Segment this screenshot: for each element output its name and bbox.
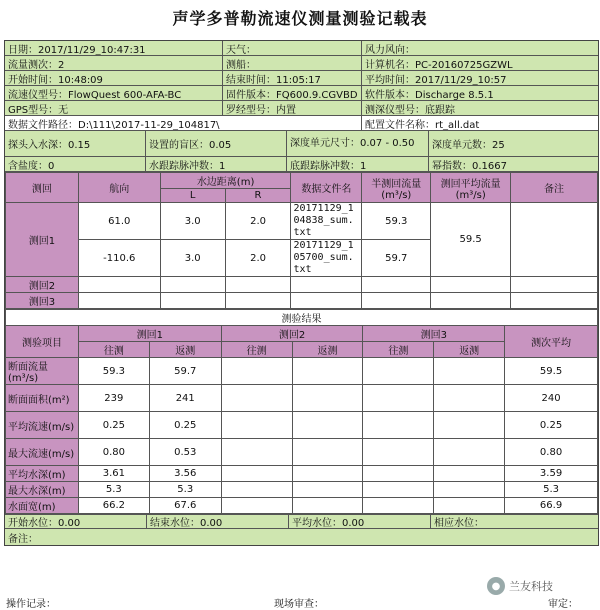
path-cell: 数据文件路径：D:\111\2017-11-29_104817\ — [5, 116, 362, 130]
result-return: 5.3 — [149, 482, 221, 498]
file-name-value: 20171129_105700_sum.txt — [291, 240, 362, 277]
count-cell: 流量测次：2 — [5, 56, 223, 70]
edge-right-value: 2.0 — [225, 240, 291, 277]
bt-pulses-cell: 底跟踪脉冲数：1 — [287, 157, 429, 171]
result-row — [6, 482, 598, 498]
info-row — [5, 116, 598, 131]
result-label: 平均流速(m/s) — [6, 412, 79, 439]
measurement-table — [5, 172, 598, 309]
header-L: L — [160, 189, 225, 203]
result-row — [6, 439, 598, 466]
cell-size-cell: 深度单元尺寸：0.07 - 0.50 — [287, 131, 429, 156]
page-title: 声学多普勒流速仪测量测验记载表 — [172, 9, 428, 28]
result-label: 最大水深(m) — [6, 482, 79, 498]
exponent-cell: 幂指数：0.1667 — [432, 160, 507, 171]
model-cell: 流速仪型号：FlowQuest 600-AFA-BC — [5, 86, 223, 100]
result-mean: 66.9 — [505, 498, 598, 514]
round3-label: 测回3 — [6, 293, 79, 309]
table-row — [6, 203, 598, 240]
result-mean: 0.25 — [505, 412, 598, 439]
result-forward: 59.3 — [78, 358, 149, 385]
cell-count-cell: 深度单元数：25 — [432, 140, 505, 151]
result-mean: 3.59 — [505, 466, 598, 482]
heading-value: 61.0 — [78, 203, 160, 240]
result-label: 断面流量(m³/s) — [6, 358, 79, 385]
info-row — [5, 56, 598, 71]
water-level-row — [5, 514, 598, 529]
round2-label: 测回2 — [6, 277, 79, 293]
weather-cell: 天气： — [223, 41, 362, 55]
remark-row — [5, 529, 598, 545]
software-cell: 软件版本：Discharge 8.5.1 — [365, 89, 494, 100]
result-row — [6, 412, 598, 439]
header-return: 返测 — [292, 342, 363, 358]
edge-right-value: 2.0 — [225, 203, 291, 240]
wind-cell: 风力风向： — [365, 44, 415, 55]
result-return: 3.56 — [149, 466, 221, 482]
round1-label: 测回1 — [6, 203, 79, 277]
header-r3: 测回3 — [363, 326, 505, 342]
result-label: 平均水深(m) — [6, 466, 79, 482]
edge-left-value: 3.0 — [160, 240, 225, 277]
header-r1: 测回1 — [78, 326, 221, 342]
boat-cell: 测船： — [223, 56, 362, 70]
blank-cell: 设置的盲区：0.05 — [146, 131, 287, 156]
header-file: 数据文件名 — [291, 173, 362, 203]
result-return: 67.6 — [149, 498, 221, 514]
depth-type-cell: 测深仪型号：底跟踪 — [365, 104, 455, 115]
result-mean: 5.3 — [505, 482, 598, 498]
results-title: 测验结果 — [6, 310, 598, 326]
wt-pulses-cell: 水跟踪脉冲数：1 — [146, 157, 287, 171]
approve-label: 审定： — [548, 599, 578, 610]
header-note: 备注 — [511, 173, 598, 203]
header-round: 测回 — [6, 173, 79, 203]
rel-level-cell: 相应水位： — [434, 518, 484, 528]
header-round-avg: 测回平均流量(m³/s) — [431, 173, 511, 203]
edge-left-value: 3.0 — [160, 203, 225, 240]
result-return: 0.25 — [149, 412, 221, 439]
operator-label: 操作记录： — [6, 599, 56, 610]
start-time-cell: 开始时间：10:48:09 — [5, 71, 223, 85]
start-level-cell: 开始水位：0.00 — [5, 515, 147, 528]
result-row — [6, 358, 598, 385]
result-forward: 239 — [78, 385, 149, 412]
table-row — [6, 293, 598, 309]
result-row — [6, 498, 598, 514]
round-avg-value: 59.5 — [431, 203, 511, 277]
header-return: 返测 — [149, 342, 221, 358]
computer-cell: 计算机名：PC-20160725GZWL — [365, 59, 513, 70]
info-row — [5, 131, 598, 157]
avg-time-cell: 平均时间：2017/11/29_10:57 — [365, 74, 507, 85]
header-edge-distance: 水边距离(m) — [160, 173, 291, 189]
compass-cell: 罗经型号：内置 — [223, 101, 362, 115]
remark-cell: 备注： — [8, 533, 38, 545]
heading-value: -110.6 — [78, 240, 160, 277]
watermark-text: 兰友科技 — [509, 580, 553, 593]
result-forward: 0.25 — [78, 412, 149, 439]
result-forward: 3.61 — [78, 466, 149, 482]
salinity-cell: 含盐度：0 — [5, 157, 146, 171]
info-row — [5, 71, 598, 86]
header-forward: 往测 — [221, 342, 292, 358]
header-heading: 航向 — [78, 173, 160, 203]
result-return: 241 — [149, 385, 221, 412]
probe-cell: 探头入水深：0.15 — [5, 131, 146, 156]
header-item: 测验项目 — [6, 326, 79, 358]
result-label: 断面面积(m²) — [6, 385, 79, 412]
date-cell: 日期：2017/11/29_10:47:31 — [5, 41, 223, 55]
result-row — [6, 385, 598, 412]
result-forward: 66.2 — [78, 498, 149, 514]
table-row — [6, 277, 598, 293]
result-label: 水面宽(m) — [6, 498, 79, 514]
header-forward: 往测 — [78, 342, 149, 358]
result-mean: 0.80 — [505, 439, 598, 466]
header-forward: 往测 — [363, 342, 434, 358]
end-level-cell: 结束水位：0.00 — [147, 515, 289, 528]
result-return: 59.7 — [149, 358, 221, 385]
config-cell: 配置文件名称：rt_all.dat — [365, 119, 480, 130]
result-forward: 0.80 — [78, 439, 149, 466]
end-time-cell: 结束时间：11:05:17 — [223, 71, 362, 85]
header-mean: 测次平均 — [505, 326, 598, 358]
result-forward: 5.3 — [78, 482, 149, 498]
header-return: 返测 — [434, 342, 505, 358]
info-row — [5, 41, 598, 56]
file-name-value: 20171129_104838_sum.txt — [291, 203, 362, 240]
avg-level-cell: 平均水位：0.00 — [289, 515, 431, 528]
half-discharge-value: 59.7 — [362, 240, 431, 277]
firmware-cell: 固件版本：FQ600.9.CGVBD — [223, 86, 362, 100]
header-r2: 测回2 — [221, 326, 363, 342]
half-discharge-value: 59.3 — [362, 203, 431, 240]
result-return: 0.53 — [149, 439, 221, 466]
wechat-logo-icon: ● — [487, 577, 505, 595]
result-mean: 240 — [505, 385, 598, 412]
results-table — [5, 309, 598, 514]
result-row — [6, 466, 598, 482]
watermark — [487, 577, 553, 595]
header-half-discharge: 半测回流量(m³/s) — [362, 173, 431, 203]
result-mean: 59.5 — [505, 358, 598, 385]
report-table — [4, 40, 599, 546]
info-row — [5, 157, 598, 172]
header-R: R — [225, 189, 291, 203]
gps-cell: GPS型号：无 — [5, 101, 223, 115]
info-row — [5, 86, 598, 101]
result-label: 最大流速(m/s) — [6, 439, 79, 466]
info-row — [5, 101, 598, 116]
review-label: 现场审查： — [274, 599, 324, 610]
note-value — [511, 203, 598, 277]
